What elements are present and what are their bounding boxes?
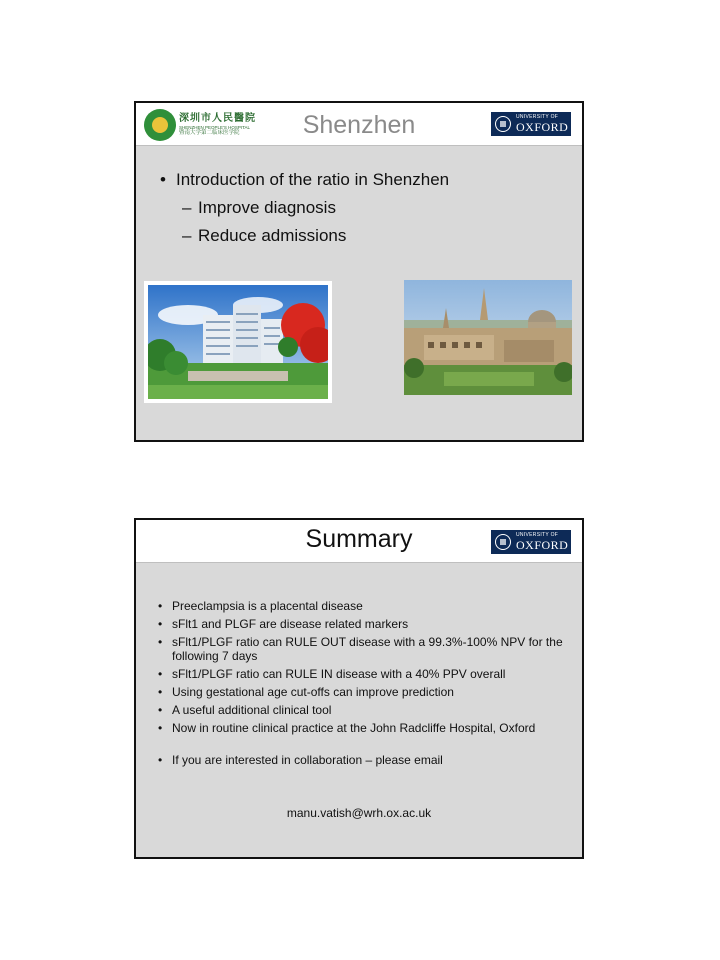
slide-summary (134, 518, 584, 859)
sub-bullet-item: – Reduce admissions (156, 225, 572, 253)
oxford-logo-small: UNIVERSITY OF (516, 532, 559, 538)
oxford-logo (491, 530, 571, 554)
oxford-logo-big: OXFORD (516, 120, 569, 134)
oxford-crest-icon (495, 116, 511, 132)
summary-bullet: • Using gestational age cut-offs can improve prediction (156, 685, 566, 699)
hospital-name-en: SHENZHEN PEOPLE'S HOSPITAL (179, 124, 251, 130)
oxford-logo-small: UNIVERSITY OF (516, 114, 559, 120)
oxford-logo (491, 112, 571, 136)
summary-bullet: • Preeclampsia is a placental disease (156, 599, 566, 613)
hospital-photo (144, 281, 332, 403)
bullet-list (156, 169, 572, 253)
slide-title: Shenzhen (302, 111, 416, 139)
contact-email: manu.vatish@wrh.ox.ac.uk (286, 806, 432, 820)
oxford-logo-big: OXFORD (516, 538, 569, 552)
summary-bullet: • sFlt1 and PLGF are disease related markers (156, 617, 566, 631)
bullet-item: • Introduction of the ratio in Shenzhen (156, 169, 572, 197)
hospital-name-cn: 深圳市人民醫院 (179, 112, 256, 124)
summary-bullet: • Now in routine clinical practice at the John Radcliffe Hospital, Oxford (156, 721, 566, 735)
summary-bullet: • A useful additional clinical tool (156, 703, 566, 717)
collaboration-bullet: • If you are interested in collaboration – please email (156, 753, 566, 767)
slide-header (136, 103, 582, 146)
summary-bullet: • sFlt1/PLGF ratio can RULE OUT disease with a 99.3%-100% NPV for the following 7 days (156, 635, 566, 663)
hospital-subname-cn: 暨南大学第二临床医学院 (179, 130, 240, 136)
summary-bullet-list (156, 599, 566, 771)
sub-bullet-item: – Improve diagnosis (156, 197, 572, 225)
summary-bullet: • sFlt1/PLGF ratio can RULE IN disease with a 40% PPV overall (156, 667, 566, 681)
oxford-crest-icon (495, 534, 511, 550)
slide-title: Summary (305, 525, 413, 553)
slide-shenzhen (134, 101, 584, 442)
oxford-photo (404, 280, 572, 395)
slide-header (136, 520, 582, 563)
